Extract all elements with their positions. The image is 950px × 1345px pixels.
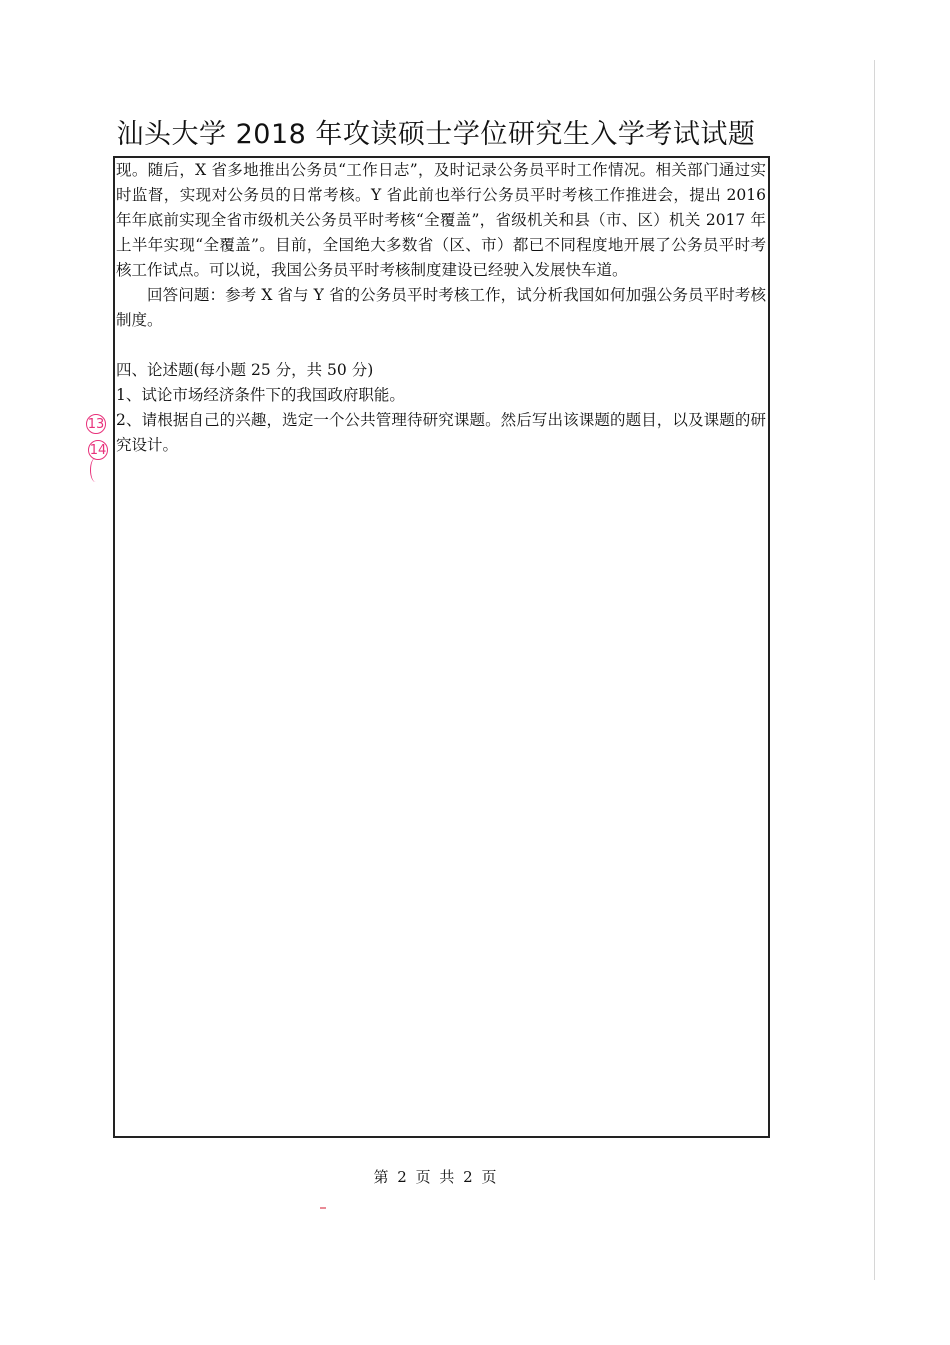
handwritten-mark-14: 14 (88, 440, 108, 460)
scan-edge-line (874, 60, 875, 1280)
page-footer: 第 2 页 共 2 页 (373, 1168, 499, 1186)
handwritten-mark-13: 13 (86, 414, 106, 434)
question-prompt: 回答问题：参考 X 省与 Y 省的公务员平时考核工作，试分析我国如何加强公务员平时考核制度。 (116, 286, 766, 329)
essay-question-2: 2、请根据自己的兴趣，选定一个公共管理待研究课题。然后写出该课题的题目，以及课题的研究设计。 (116, 411, 766, 454)
case-passage: 现。随后，X 省多地推出公务员“工作日志”，及时记录公务员平时工作情况。相关部门通过实时监督，实现对公务员的日常考核。Y 省此前也举行公务员平时考核工作推进会，提出 2016 年年底前实现全省市级机关公务员平时考核“全覆盖”，省级机关和县（市、区）机关 2017 年上半年实现“全覆盖”。目前，全国绝大多数省（区、市）都已不同程度地开展了公务员平时考核工作试点。可以说，我国公务员平时考核制度建设已经驶入发展快车道。 (116, 161, 766, 279)
essay-question-1: 1、试论市场经济条件下的我国政府职能。 (116, 386, 405, 404)
question-content (116, 158, 766, 458)
scan-speck (320, 1207, 326, 1209)
handwritten-bracket (90, 458, 101, 482)
exam-title: 汕头大学 2018 年攻读硕士学位研究生入学考试试题 (116, 119, 756, 150)
spacer (116, 333, 766, 358)
section-heading: 四、论述题(每小题 25 分，共 50 分) (116, 361, 374, 379)
